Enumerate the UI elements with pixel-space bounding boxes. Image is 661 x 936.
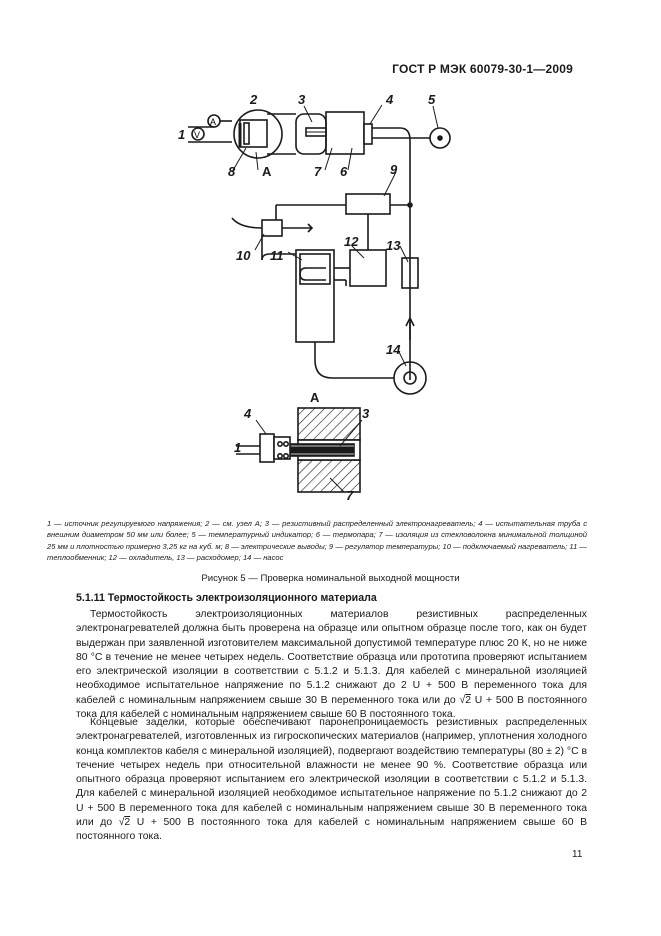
page-header: ГОСТ Р МЭК 60079-30-1—2009 — [392, 62, 573, 76]
paragraph-2: Концевые заделки, которые обеспечивают паронепроницаемость резистивных распределенных электронагревателей, изготовленных из гигроскопических материалов (например, уплотнения холодного конца комплектов кабеля с минеральной изоляцией), подвергают воздействию температуры (80 ± 2) °С в течение четырех недель при относительной влажности не менее 90 %. Соответствие образца или опытного образца проверяют испытанием его электрической изоляции в соответствии с 5.1.2 и 5.1.3. Для кабелей с минеральной изоляцией необходимое испытательное напряжение по 5.1.2 снижают до 2 U + 500 В переменного тока для кабелей с номинальным напряжением свыше 30 В переменного тока или до √2 U + 500 В постоянного тока для кабелей с номинальным напряжением свыше 60 В постоянного тока. — [76, 717, 588, 843]
label-14: 14 — [386, 342, 401, 357]
label-5: 5 — [428, 92, 436, 107]
connected-heater — [262, 220, 282, 236]
detail-label-7: 7 — [346, 488, 354, 503]
label-3: 3 — [298, 92, 306, 107]
label-A: A — [262, 164, 272, 179]
detail-label-3: 3 — [362, 406, 370, 421]
detail-label-1: 1 — [234, 440, 242, 455]
label-6: 6 — [340, 164, 348, 179]
ammeter-symbol: A — [210, 117, 217, 127]
section-heading: 5.1.11 Термостойкость электроизоляционного материала — [76, 592, 377, 604]
label-12: 12 — [344, 234, 359, 249]
label-13: 13 — [386, 238, 401, 253]
page-number: 11 — [572, 849, 583, 860]
sqrt-symbol: √ — [118, 817, 125, 829]
figure-title: Рисунок 5 — Проверка номинальной выходной мощности — [201, 573, 460, 584]
label-8: 8 — [228, 164, 236, 179]
temperature-regulator — [346, 194, 390, 214]
detail-a — [236, 408, 362, 492]
paragraph-1: Термостойкость электроизоляционных материалов резистивных распределенных электронагревателей должна быть проверена на образце или опытном образце после того, как он будет выдержан при заявленной изготовителем максимальной допустимой температуре плюс 20 К, но не ниже 80 °С в течение не менее четырех недель. Соответствие образца или прототипа проверяют испытанием его электрической изоляции в соответствии с 5.1.2 и 5.1.3. Для кабелей с минеральной изоляцией необходимое испытательное напряжение по 5.1.2 снижают до 2 U + 500 В переменного тока для кабелей с номинальным напряжением свыше 30 В переменного тока или до √2 U + 500 В постоянного тока для кабелей с номинальным напряжением свыше 60 В постоянного тока. — [76, 609, 587, 721]
label-11: 11 — [270, 248, 284, 263]
label-7: 7 — [314, 164, 322, 179]
cooler — [350, 250, 386, 286]
figure-legend: 1 — источник регулируемого напряжения; 2 — см. узел А; 3 — резистивный распределенный электронагреватель; 4 — испытательная труба с внешним диаметром 50 мм или более; 5 — температурный индикатор; 6 — термопара; 7 — изоляция из стекловолокна минимальной толщиной 25 мм и плотностью примерно 3,25 кг на куб. м; 8 — электрические выводы; 9 — регулятор температуры; 10 — подключаемый нагреватель; 11 — теплообменник; 12 — охладитель, 13 — расходомер; 14 — насос — [47, 519, 587, 562]
sqrt-symbol: √ — [459, 694, 466, 706]
label-2: 2 — [250, 92, 258, 107]
main-schematic — [188, 105, 450, 394]
label-1: 1 — [178, 127, 186, 142]
label-4: 4 — [386, 92, 394, 107]
detail-title: A — [310, 390, 320, 405]
label-9: 9 — [390, 162, 398, 177]
label-10: 10 — [236, 248, 251, 263]
voltmeter-symbol: V — [194, 130, 201, 140]
detail-label-4: 4 — [244, 406, 252, 421]
